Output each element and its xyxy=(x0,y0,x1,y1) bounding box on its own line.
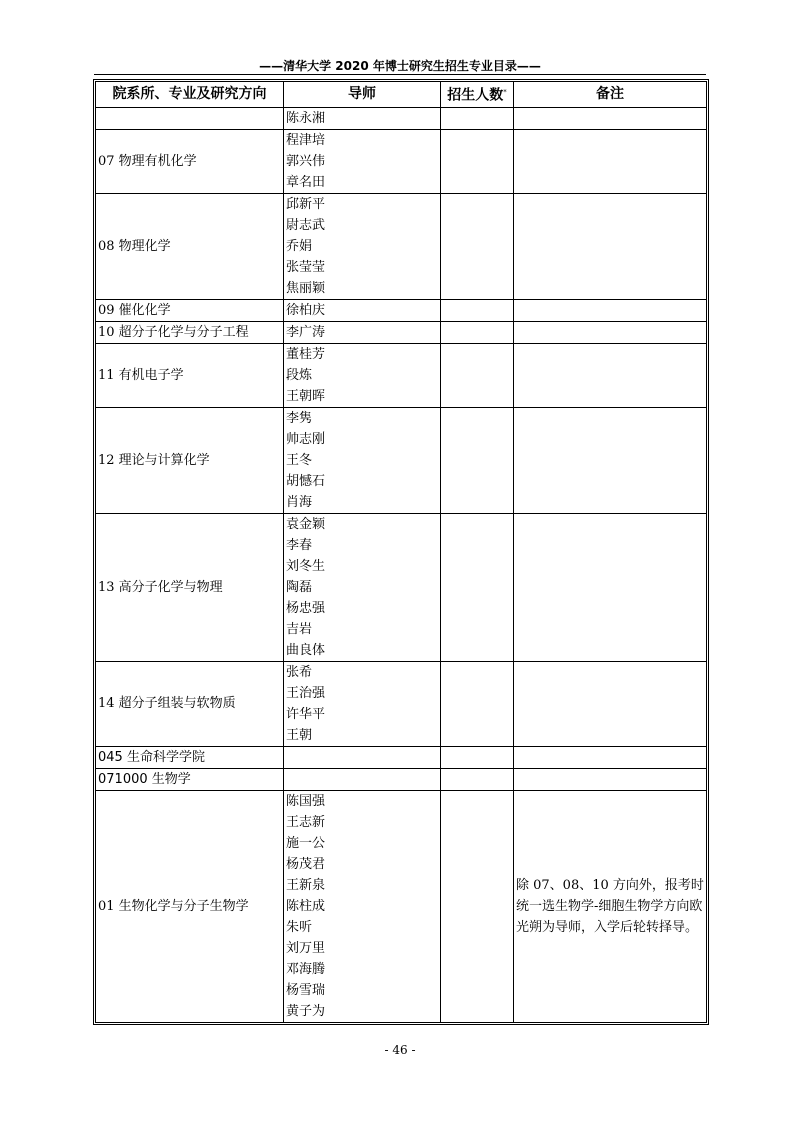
supervisor-name: 陶磊 xyxy=(286,579,313,595)
quota-header-text: 招生人数 xyxy=(447,87,504,104)
supervisor-name: 陈柱成 xyxy=(286,898,326,914)
header-rule xyxy=(94,74,706,75)
research-direction: 14 超分子组装与软物质 xyxy=(96,661,284,746)
quota-cell xyxy=(441,768,514,790)
quota-cell xyxy=(441,661,514,746)
page-header: ——清华大学 2020 年博士研究生招生专业目录—— xyxy=(259,59,541,73)
supervisor-list xyxy=(284,790,441,1022)
note-cell xyxy=(514,768,707,790)
table-row xyxy=(96,299,707,321)
table-row xyxy=(96,129,707,193)
supervisor-name: 杨忠强 xyxy=(286,600,326,616)
table-row xyxy=(96,513,707,661)
quota-cell xyxy=(441,343,514,407)
research-direction: 071000 生物学 xyxy=(96,768,284,790)
supervisor-list xyxy=(284,343,441,407)
supervisor-name: 段炼 xyxy=(286,367,313,383)
supervisor-list xyxy=(284,746,441,768)
supervisor-name: 刘冬生 xyxy=(286,558,326,574)
table-row xyxy=(96,746,707,768)
page-number: - 46 - xyxy=(384,1043,416,1057)
supervisor-name: 陈国强 xyxy=(286,793,326,809)
supervisor-name: 曲良体 xyxy=(286,642,326,658)
supervisor-name: 王朝 xyxy=(286,727,313,743)
supervisor-name: 邱新平 xyxy=(286,196,326,212)
supervisor-name xyxy=(286,747,438,768)
quota-cell xyxy=(441,746,514,768)
supervisor-name: 肖海 xyxy=(286,494,313,510)
supervisor-name: 王冬 xyxy=(286,452,313,468)
supervisor-name: 王朝晖 xyxy=(286,388,326,404)
supervisor-list xyxy=(284,407,441,513)
quota-cell xyxy=(441,193,514,299)
supervisor-name: 张莹莹 xyxy=(286,259,326,275)
supervisor-name: 刘万里 xyxy=(286,940,326,956)
table-row xyxy=(96,790,707,1022)
supervisor-list xyxy=(284,129,441,193)
quota-cell xyxy=(441,129,514,193)
note-cell: 除 07、08、10 方向外，报考时统一选生物学-细胞生物学方向欧光朔为导师，入学后轮转择导。 xyxy=(514,790,707,1022)
supervisor-name: 王治强 xyxy=(286,685,326,701)
note-cell xyxy=(514,407,707,513)
supervisor-name: 胡憾石 xyxy=(286,473,326,489)
supervisor-list xyxy=(284,513,441,661)
supervisor-list xyxy=(284,299,441,321)
research-direction: 12 理论与计算化学 xyxy=(96,407,284,513)
research-direction: 13 高分子化学与物理 xyxy=(96,513,284,661)
supervisor-list xyxy=(284,661,441,746)
supervisor-name: 李隽 xyxy=(286,410,313,426)
supervisor-name: 许华平 xyxy=(286,706,326,722)
column-header-direction: 院系所、专业及研究方向 xyxy=(96,82,284,108)
supervisor-list xyxy=(284,107,441,129)
supervisor-name: 郭兴伟 xyxy=(286,153,326,169)
table-header-row xyxy=(96,82,707,108)
supervisor-name: 陈永湘 xyxy=(286,110,326,126)
supervisor-name: 李广涛 xyxy=(286,324,326,340)
table-row xyxy=(96,661,707,746)
note-cell xyxy=(514,513,707,661)
research-direction: 10 超分子化学与分子工程 xyxy=(96,321,284,343)
supervisor-name: 吉岩 xyxy=(286,621,313,637)
quota-cell xyxy=(441,513,514,661)
quota-header-mark: * xyxy=(503,88,507,96)
quota-cell xyxy=(441,107,514,129)
supervisor-name: 董桂芳 xyxy=(286,346,326,362)
supervisor-name: 邓海腾 xyxy=(286,961,326,977)
research-direction: 09 催化化学 xyxy=(96,299,284,321)
note-cell xyxy=(514,129,707,193)
supervisor-name: 程津培 xyxy=(286,132,326,148)
note-cell xyxy=(514,321,707,343)
supervisor-name: 张希 xyxy=(286,664,313,680)
note-cell xyxy=(514,661,707,746)
supervisor-name: 袁金颖 xyxy=(286,516,326,532)
research-direction xyxy=(96,107,284,129)
supervisor-name: 杨茂君 xyxy=(286,856,326,872)
quota-cell xyxy=(441,790,514,1022)
note-cell xyxy=(514,746,707,768)
column-header-quota xyxy=(441,82,514,108)
supervisor-list xyxy=(284,768,441,790)
supervisor-name: 章名田 xyxy=(286,174,326,190)
table-row xyxy=(96,768,707,790)
quota-cell xyxy=(441,407,514,513)
table-row xyxy=(96,107,707,129)
catalog-table xyxy=(95,81,707,1023)
supervisor-name: 焦丽颖 xyxy=(286,280,326,296)
column-header-note: 备注 xyxy=(514,82,707,108)
research-direction: 08 物理化学 xyxy=(96,193,284,299)
supervisor-name: 李春 xyxy=(286,537,313,553)
supervisor-name: 尉志武 xyxy=(286,217,326,233)
supervisor-name: 朱听 xyxy=(286,919,313,935)
research-direction: 11 有机电子学 xyxy=(96,343,284,407)
quota-cell xyxy=(441,299,514,321)
research-direction: 07 物理有机化学 xyxy=(96,129,284,193)
supervisor-name: 杨雪瑞 xyxy=(286,982,326,998)
table-row xyxy=(96,407,707,513)
note-cell xyxy=(514,193,707,299)
supervisor-name: 施一公 xyxy=(286,835,326,851)
research-direction: 01 生物化学与分子生物学 xyxy=(96,790,284,1022)
supervisor-list xyxy=(284,321,441,343)
quota-cell xyxy=(441,321,514,343)
research-direction: 045 生命科学学院 xyxy=(96,746,284,768)
supervisor-list xyxy=(284,193,441,299)
table-row xyxy=(96,321,707,343)
note-cell xyxy=(514,107,707,129)
supervisor-name: 乔娟 xyxy=(286,238,313,254)
supervisor-name: 王志新 xyxy=(286,814,326,830)
table-row xyxy=(96,343,707,407)
supervisor-name xyxy=(286,769,438,790)
note-cell xyxy=(514,299,707,321)
column-header-supervisor: 导师 xyxy=(284,82,441,108)
supervisor-name: 黄子为 xyxy=(286,1003,326,1019)
supervisor-name: 徐柏庆 xyxy=(286,302,326,318)
note-cell xyxy=(514,343,707,407)
table-row xyxy=(96,193,707,299)
supervisor-name: 王新泉 xyxy=(286,877,326,893)
supervisor-name: 帅志刚 xyxy=(286,431,326,447)
